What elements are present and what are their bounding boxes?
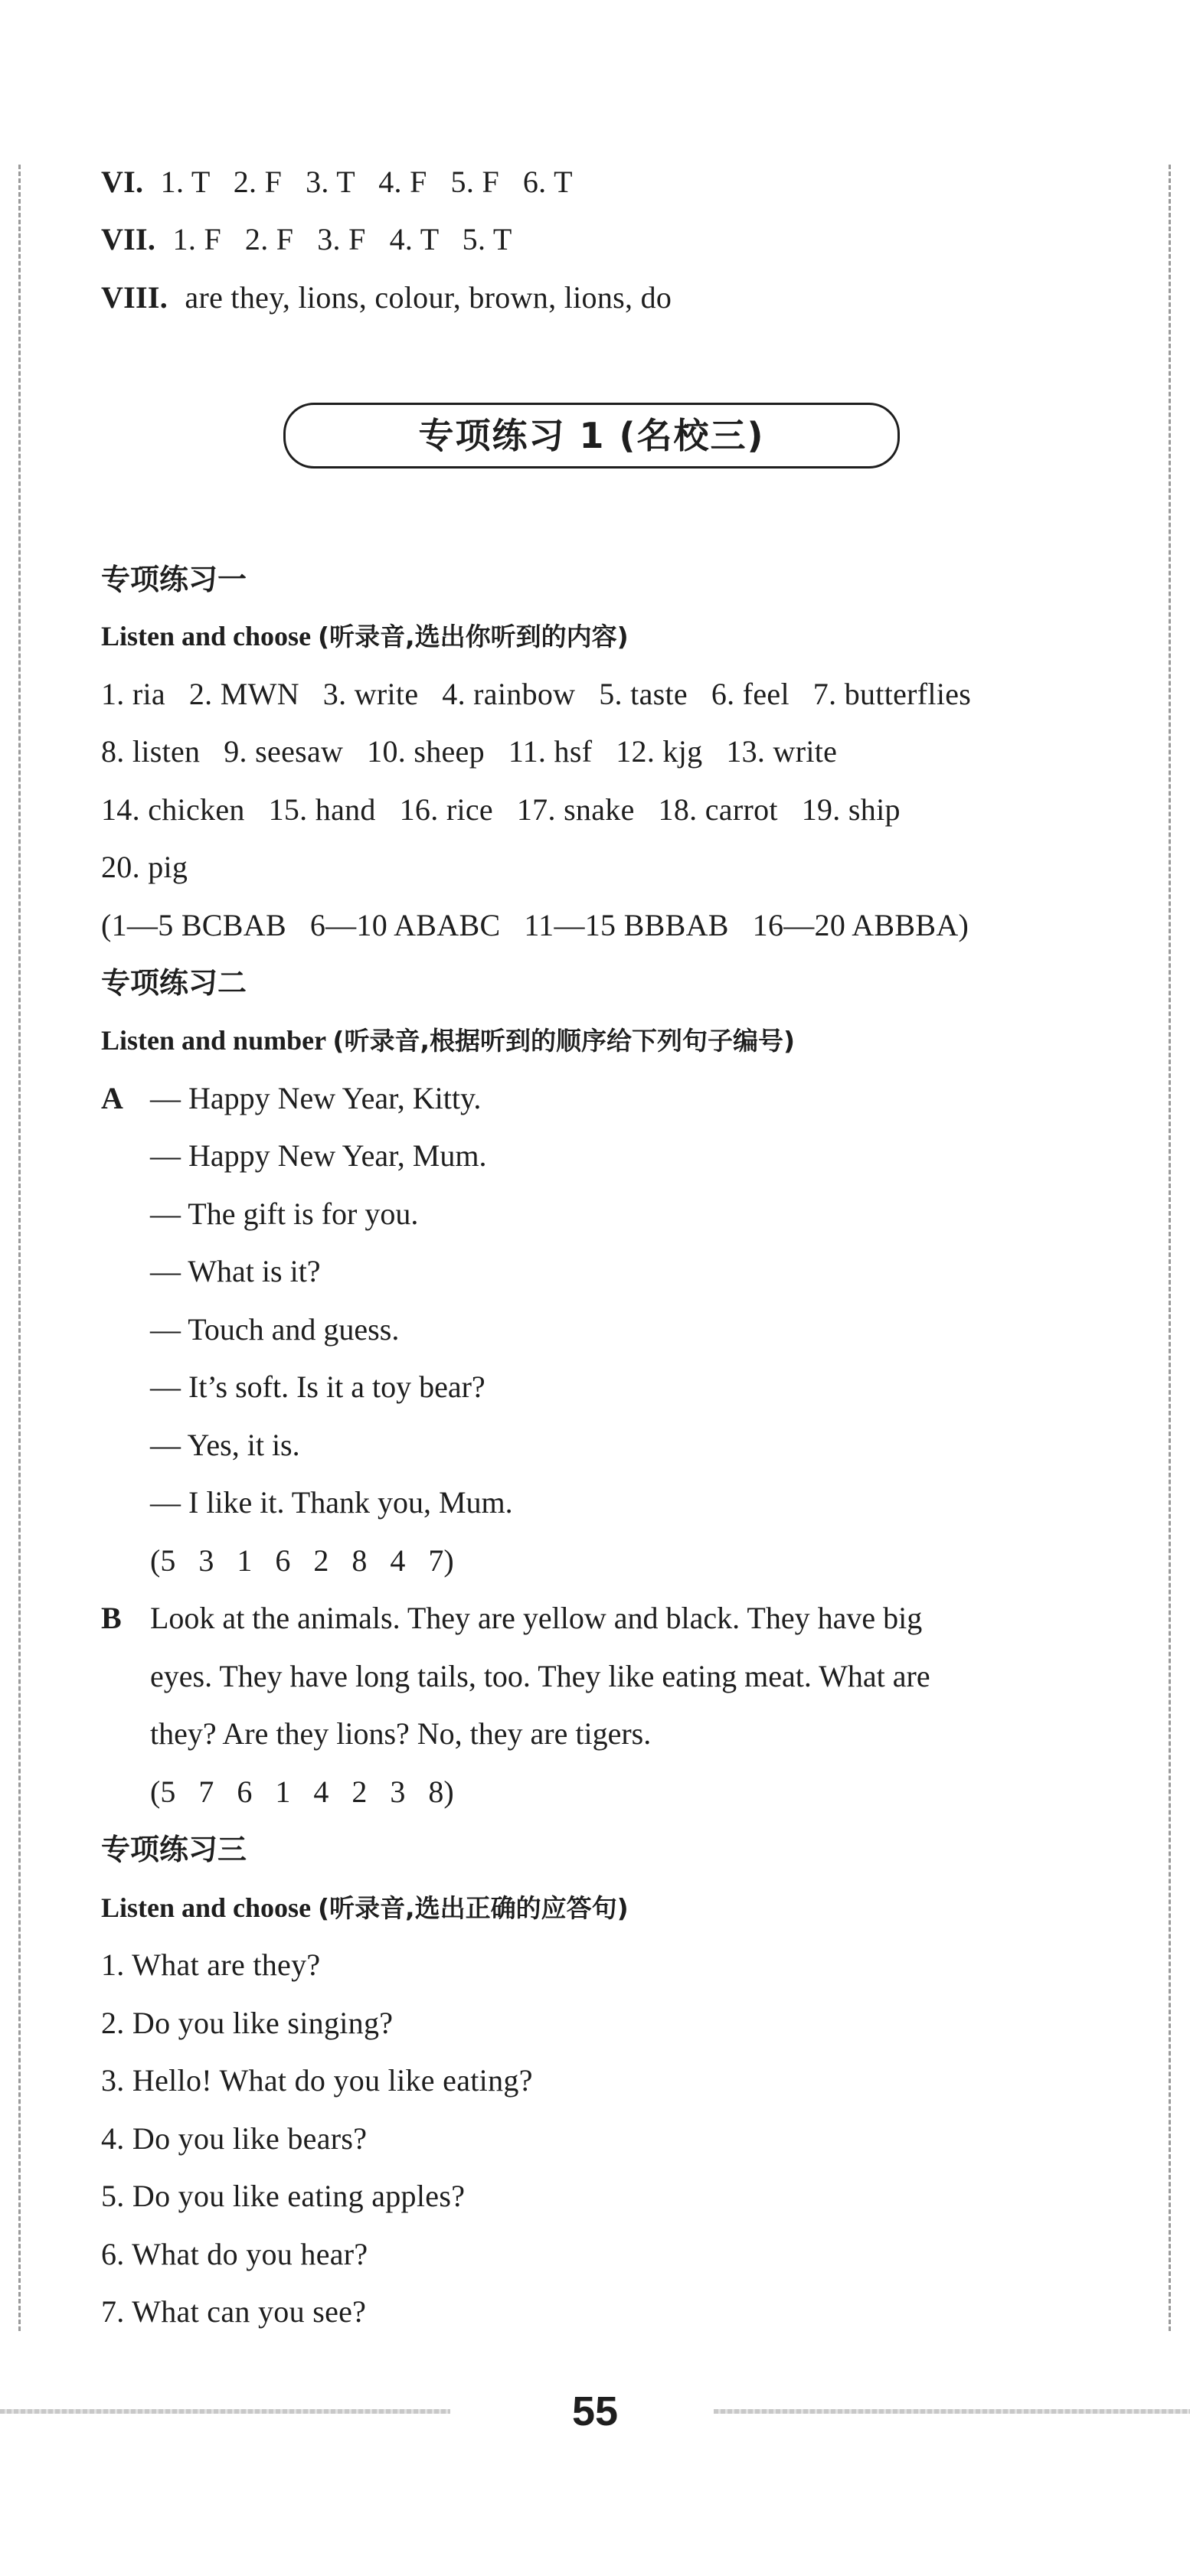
answer-line-viii — [101, 278, 672, 318]
part1-subheading — [101, 616, 629, 657]
dialogue-line-2: — Happy New Year, Mum. — [150, 1138, 487, 1173]
part1-line-2: 8. listen 9. seesaw 10. sheep 11. hsf 12. kjg 13. write — [101, 734, 838, 769]
part2-subheading-en: Listen and number — [101, 1025, 326, 1056]
roman-label-viii: VIII. — [101, 280, 168, 315]
part1-line-3: 14. chicken 15. hand 16. rice 17. snake 18. carrot 19. ship — [101, 792, 901, 827]
dialogue-line-4: — What is it? — [150, 1254, 321, 1288]
footer-rule-left — [0, 2409, 450, 2414]
part3-subheading-en: Listen and choose — [101, 1892, 312, 1923]
part3-line-1: 1. What are they? — [101, 1948, 321, 1982]
dialogue-line-5: — Touch and guess. — [150, 1312, 400, 1347]
roman-label-vi: VI. — [101, 165, 144, 199]
dialogue-line-8: — I like it. Thank you, Mum. — [150, 1485, 513, 1520]
part3-line-6: 6. What do you hear? — [101, 2237, 368, 2271]
passage-line-3: they? Are they lions? No, they are tigers. — [150, 1716, 652, 1751]
part1-line-1: 1. ria 2. MWN 3. write 4. rainbow 5. taste 6. feel 7. butterflies — [101, 677, 972, 711]
footer-rule-right — [714, 2409, 1190, 2414]
dialogue-line-3: — The gift is for you. — [150, 1197, 419, 1231]
part1-answer-key: (1—5 BCBAB 6—10 ABABC 11—15 BBBAB 16—20 ABBBA) — [101, 908, 969, 942]
part3-line-2: 2. Do you like singing? — [101, 2006, 394, 2040]
part3-subheading — [101, 1888, 629, 1928]
part2-b-answer-key: (5 7 6 1 4 2 3 8) — [150, 1774, 454, 1809]
part1-subheading-en: Listen and choose — [101, 621, 312, 651]
passage-line-2: eyes. They have long tails, too. They like eating meat. What are — [150, 1659, 930, 1693]
part2-heading: 专项练习二 — [101, 966, 247, 1000]
part2-label-a: A — [101, 1081, 123, 1115]
dialogue-line-1: — Happy New Year, Kitty. — [150, 1081, 482, 1115]
page-number: 55 — [571, 2388, 619, 2434]
roman-label-vii: VII. — [101, 222, 156, 256]
answer-text-vi: 1. T 2. F 3. T 4. F 5. F 6. T — [160, 165, 573, 199]
answer-text-viii: are they, lions, colour, brown, lions, do — [185, 280, 672, 315]
dialogue-line-7: — Yes, it is. — [150, 1428, 300, 1462]
section-title: 专项练习 1 (名校三) — [283, 403, 900, 469]
passage-line-1: Look at the animals. They are yellow and black. They have big — [150, 1601, 923, 1635]
answer-line-vi — [101, 162, 573, 202]
part2-label-b: B — [101, 1601, 122, 1635]
right-dashed-margin — [1169, 165, 1171, 2331]
part3-line-3: 3. Hello! What do you like eating? — [101, 2063, 533, 2098]
part1-subheading-cn: (听录音,选出你听到的内容) — [318, 622, 629, 651]
part2-subheading — [101, 1020, 795, 1061]
part3-line-4: 4. Do you like bears? — [101, 2121, 368, 2156]
answer-text-vii: 1. F 2. F 3. F 4. T 5. T — [172, 222, 512, 256]
left-dashed-margin — [18, 165, 21, 2331]
part2-a-answer-key: (5 3 1 6 2 8 4 7) — [150, 1543, 454, 1578]
part3-subheading-cn: (听录音,选出正确的应答句) — [318, 1893, 629, 1923]
part3-line-7: 7. What can you see? — [101, 2294, 367, 2329]
dialogue-line-6: — It’s soft. Is it a toy bear? — [150, 1370, 485, 1404]
part3-heading: 专项练习三 — [101, 1833, 247, 1866]
part2-subheading-cn: (听录音,根据听到的顺序给下列句子编号) — [332, 1026, 796, 1056]
part1-line-4: 20. pig — [101, 850, 188, 884]
part3-line-5: 5. Do you like eating apples? — [101, 2179, 466, 2213]
answer-line-vii — [101, 220, 512, 260]
part1-heading: 专项练习一 — [101, 563, 247, 596]
